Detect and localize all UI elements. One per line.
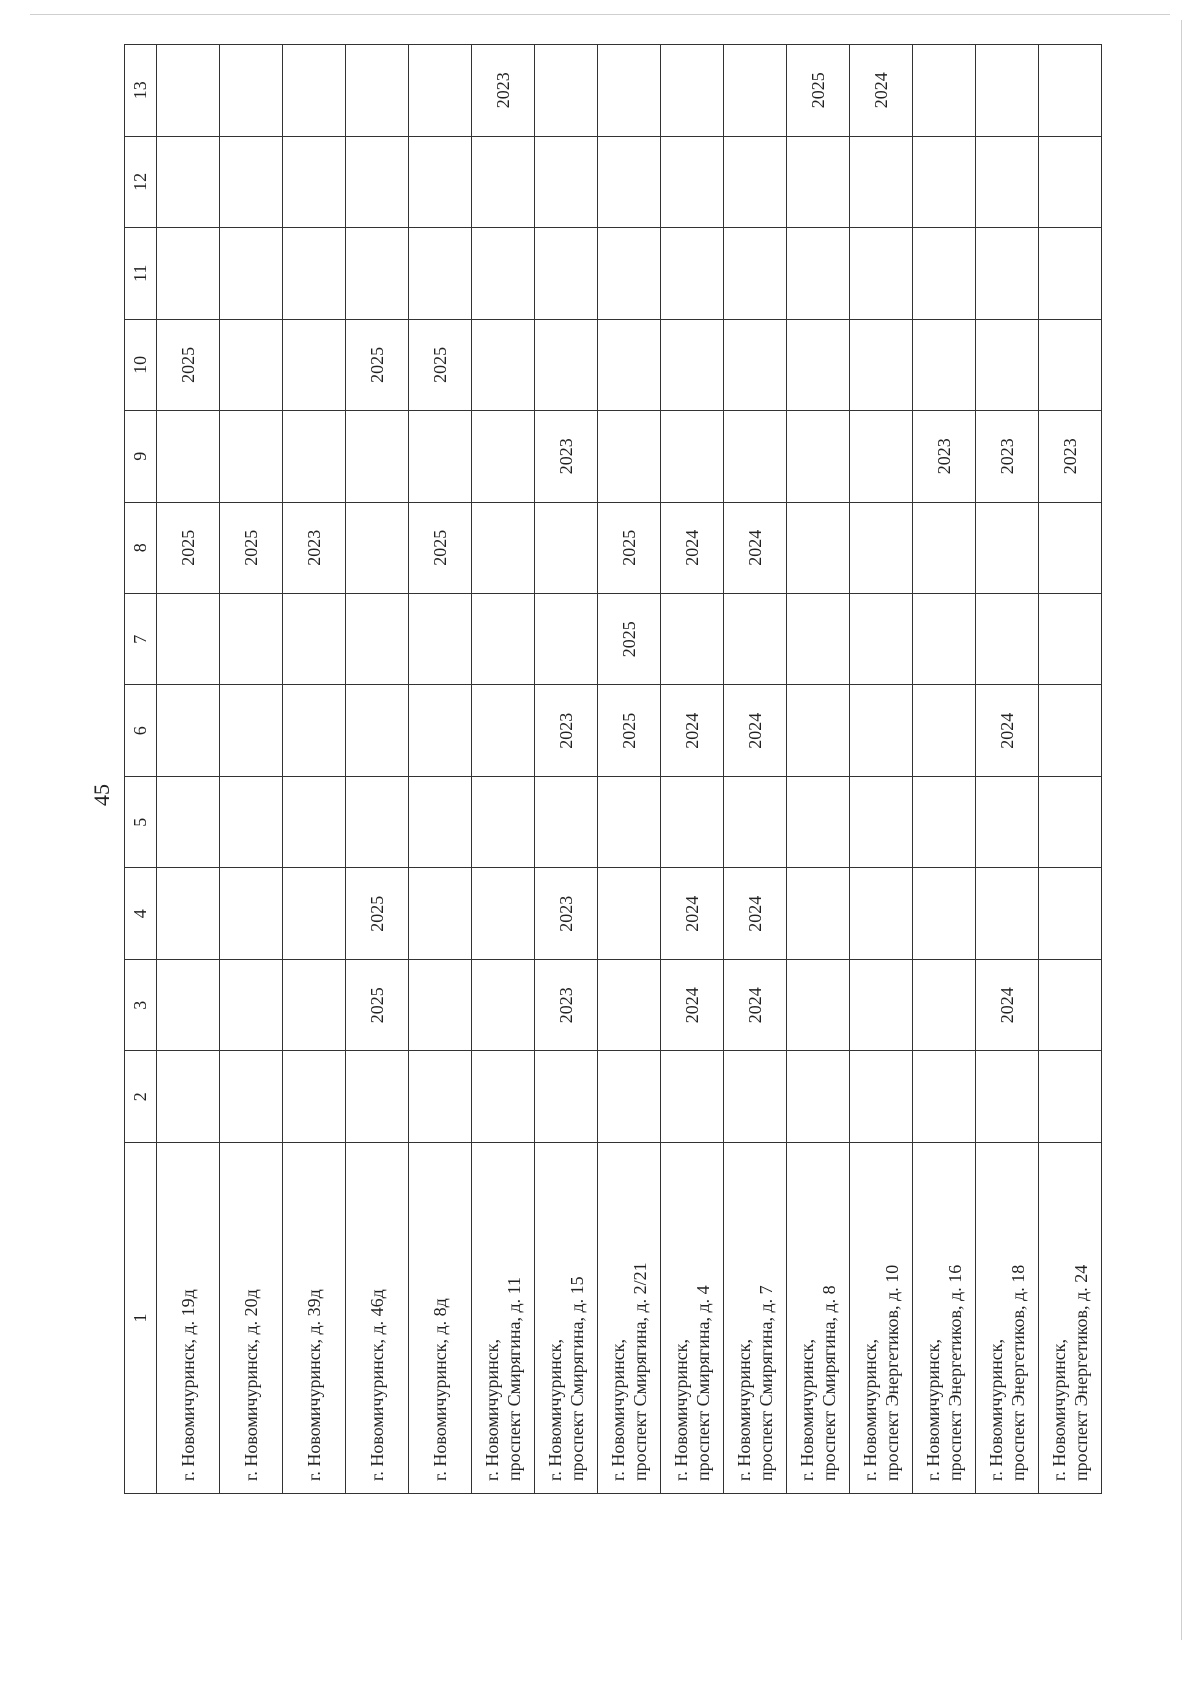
address-line-2: проспект Энергетиков, д. 24 xyxy=(1071,1264,1091,1481)
year-cell xyxy=(346,776,409,867)
year-cell xyxy=(535,776,598,867)
year-cell xyxy=(724,319,787,410)
year-cell xyxy=(346,45,409,137)
year-cell: 2023 xyxy=(535,868,598,959)
year-cell xyxy=(346,136,409,227)
address-line-2: проспект Смирягина, д. 4 xyxy=(693,1285,713,1481)
year-cell: 2025 xyxy=(409,319,472,410)
year-cell xyxy=(1039,502,1102,593)
year-cell xyxy=(283,959,346,1050)
year-cell xyxy=(472,685,535,776)
year-cell xyxy=(535,228,598,319)
page-number: 45 xyxy=(89,784,114,806)
year-cell xyxy=(472,776,535,867)
year-cell xyxy=(913,502,976,593)
year-cell xyxy=(976,868,1039,959)
year-cell: 2025 xyxy=(346,959,409,1050)
year-cell xyxy=(157,228,220,319)
table-row xyxy=(661,45,724,1494)
year-cell xyxy=(724,776,787,867)
year-cell xyxy=(283,45,346,137)
year-cell xyxy=(220,136,283,227)
year-cell xyxy=(913,868,976,959)
year-cell xyxy=(346,411,409,502)
year-cell xyxy=(787,868,850,959)
year-cell: 2024 xyxy=(724,959,787,1050)
address-cell xyxy=(535,1142,598,1493)
year-cell xyxy=(976,319,1039,410)
year-cell xyxy=(976,502,1039,593)
year-cell xyxy=(220,776,283,867)
year-cell xyxy=(661,411,724,502)
year-cell xyxy=(913,776,976,867)
year-cell xyxy=(283,868,346,959)
address-line-1: г. Новомичуринск, xyxy=(734,1339,754,1481)
year-cell: 2023 xyxy=(913,411,976,502)
year-cell xyxy=(535,594,598,685)
year-cell xyxy=(661,136,724,227)
year-cell xyxy=(472,959,535,1050)
year-cell xyxy=(787,228,850,319)
address-line-2: проспект Энергетиков, д. 16 xyxy=(945,1264,965,1481)
year-cell xyxy=(724,1051,787,1142)
year-cell: 2025 xyxy=(157,502,220,593)
year-cell: 2023 xyxy=(535,685,598,776)
address-line-1: г. Новомичуринск, xyxy=(608,1339,628,1481)
scan-edge-top xyxy=(30,14,1170,15)
year-cell: 2025 xyxy=(598,594,661,685)
header-cell: 12 xyxy=(125,136,157,227)
year-cell: 2025 xyxy=(220,502,283,593)
year-cell xyxy=(283,319,346,410)
address-line-1: г. Новомичуринск, xyxy=(860,1339,880,1481)
table-row xyxy=(472,45,535,1494)
address-line-1: г. Новомичуринск, д. 19д xyxy=(178,1289,198,1481)
address-line-2: проспект Смирягина, д. 8 xyxy=(819,1285,839,1481)
header-cell: 6 xyxy=(125,685,157,776)
year-cell xyxy=(598,319,661,410)
year-cell xyxy=(850,868,913,959)
address-line-2: проспект Энергетиков, д. 10 xyxy=(882,1264,902,1481)
year-cell xyxy=(787,136,850,227)
address-line-1: г. Новомичуринск, xyxy=(797,1339,817,1481)
year-cell: 2023 xyxy=(976,411,1039,502)
year-cell xyxy=(850,959,913,1050)
year-cell xyxy=(598,228,661,319)
year-cell xyxy=(157,776,220,867)
year-cell xyxy=(1039,45,1102,137)
year-cell xyxy=(787,776,850,867)
year-cell: 2025 xyxy=(157,319,220,410)
year-cell xyxy=(850,228,913,319)
year-cell xyxy=(1039,594,1102,685)
year-cell xyxy=(598,411,661,502)
year-cell xyxy=(850,136,913,227)
year-cell xyxy=(724,228,787,319)
year-cell xyxy=(472,1051,535,1142)
year-cell xyxy=(472,228,535,319)
year-cell xyxy=(472,136,535,227)
table-row xyxy=(787,45,850,1494)
address-line-1: г. Новомичуринск, д. 8д xyxy=(430,1298,450,1481)
address-cell xyxy=(220,1142,283,1493)
year-cell xyxy=(850,411,913,502)
year-cell: 2024 xyxy=(724,502,787,593)
year-cell xyxy=(220,1051,283,1142)
year-cell: 2023 xyxy=(472,45,535,137)
year-cell xyxy=(535,136,598,227)
year-cell xyxy=(409,136,472,227)
header-cell: 1 xyxy=(125,1142,157,1493)
year-cell xyxy=(1039,136,1102,227)
address-cell xyxy=(913,1142,976,1493)
year-cell: 2023 xyxy=(1039,411,1102,502)
year-cell xyxy=(157,45,220,137)
year-cell xyxy=(409,1051,472,1142)
year-cell xyxy=(346,228,409,319)
table-row xyxy=(724,45,787,1494)
year-cell: 2024 xyxy=(661,959,724,1050)
year-cell xyxy=(787,685,850,776)
address-line-1: г. Новомичуринск, xyxy=(923,1339,943,1481)
address-line-2: проспект Смирягина, д. 2/21 xyxy=(630,1262,650,1481)
header-cell: 9 xyxy=(125,411,157,502)
header-row xyxy=(125,45,157,1494)
year-cell xyxy=(724,594,787,685)
year-cell xyxy=(1039,868,1102,959)
year-cell: 2024 xyxy=(976,959,1039,1050)
year-cell xyxy=(787,319,850,410)
year-cell: 2025 xyxy=(787,45,850,137)
year-cell xyxy=(220,45,283,137)
year-cell xyxy=(472,868,535,959)
header-cell: 11 xyxy=(125,228,157,319)
table-body xyxy=(157,45,1102,1494)
year-cell xyxy=(472,319,535,410)
year-cell xyxy=(220,411,283,502)
year-cell xyxy=(913,228,976,319)
year-cell: 2023 xyxy=(535,959,598,1050)
year-cell xyxy=(283,1051,346,1142)
year-cell xyxy=(535,319,598,410)
year-cell xyxy=(220,228,283,319)
year-cell xyxy=(220,319,283,410)
address-line-1: г. Новомичуринск, xyxy=(482,1339,502,1481)
year-cell xyxy=(220,868,283,959)
table-row xyxy=(913,45,976,1494)
year-cell xyxy=(283,228,346,319)
year-cell: 2024 xyxy=(661,502,724,593)
year-cell: 2024 xyxy=(850,45,913,137)
year-cell xyxy=(661,45,724,137)
year-cell xyxy=(661,776,724,867)
table-row xyxy=(535,45,598,1494)
year-cell xyxy=(661,594,724,685)
header-cell: 10 xyxy=(125,319,157,410)
year-cell xyxy=(1039,776,1102,867)
year-cell xyxy=(598,776,661,867)
year-cell: 2024 xyxy=(976,685,1039,776)
address-cell xyxy=(661,1142,724,1493)
year-cell: 2025 xyxy=(409,502,472,593)
year-cell: 2025 xyxy=(598,685,661,776)
table-row xyxy=(1039,45,1102,1494)
year-cell xyxy=(409,776,472,867)
year-cell xyxy=(976,594,1039,685)
year-cell xyxy=(157,136,220,227)
year-cell xyxy=(409,411,472,502)
year-cell: 2024 xyxy=(661,868,724,959)
address-line-1: г. Новомичуринск, xyxy=(671,1339,691,1481)
year-cell xyxy=(220,685,283,776)
address-cell xyxy=(787,1142,850,1493)
year-cell xyxy=(598,136,661,227)
year-cell: 2025 xyxy=(346,868,409,959)
year-cell: 2024 xyxy=(661,685,724,776)
year-cell xyxy=(346,685,409,776)
year-cell xyxy=(283,776,346,867)
address-cell xyxy=(472,1142,535,1493)
header-cell: 3 xyxy=(125,959,157,1050)
year-cell xyxy=(346,1051,409,1142)
address-line-1: г. Новомичуринск, д. 20д xyxy=(241,1289,261,1481)
address-cell xyxy=(283,1142,346,1493)
header-cell: 5 xyxy=(125,776,157,867)
address-cell xyxy=(346,1142,409,1493)
address-line-2: проспект Смирягина, д. 11 xyxy=(504,1276,524,1481)
table-row xyxy=(850,45,913,1494)
year-cell xyxy=(157,411,220,502)
year-cell xyxy=(409,228,472,319)
address-line-1: г. Новомичуринск, xyxy=(986,1339,1006,1481)
year-cell xyxy=(850,685,913,776)
year-cell xyxy=(913,685,976,776)
table-row xyxy=(157,45,220,1494)
year-cell: 2025 xyxy=(346,319,409,410)
header-cell: 4 xyxy=(125,868,157,959)
year-cell xyxy=(724,411,787,502)
year-cell xyxy=(157,868,220,959)
year-cell xyxy=(661,319,724,410)
year-cell xyxy=(850,1051,913,1142)
year-cell xyxy=(787,1051,850,1142)
year-cell xyxy=(220,959,283,1050)
year-cell xyxy=(157,685,220,776)
year-cell xyxy=(913,319,976,410)
address-line-2: проспект Энергетиков, д. 18 xyxy=(1008,1264,1028,1481)
year-cell xyxy=(535,1051,598,1142)
address-cell xyxy=(598,1142,661,1493)
year-cell xyxy=(724,45,787,137)
header-cell: 13 xyxy=(125,45,157,137)
year-cell xyxy=(976,136,1039,227)
year-cell xyxy=(409,959,472,1050)
year-cell xyxy=(661,228,724,319)
year-cell xyxy=(283,136,346,227)
year-cell xyxy=(472,502,535,593)
year-cell xyxy=(913,136,976,227)
year-cell xyxy=(913,959,976,1050)
table-row xyxy=(283,45,346,1494)
header-cell: 8 xyxy=(125,502,157,593)
address-cell xyxy=(409,1142,472,1493)
year-cell xyxy=(913,594,976,685)
table-row xyxy=(976,45,1039,1494)
year-cell xyxy=(850,776,913,867)
address-cell xyxy=(1039,1142,1102,1493)
year-cell xyxy=(1039,319,1102,410)
year-cell xyxy=(598,45,661,137)
address-cell xyxy=(976,1142,1039,1493)
table-row xyxy=(598,45,661,1494)
header-cell: 7 xyxy=(125,594,157,685)
year-cell xyxy=(157,594,220,685)
scan-edge-right xyxy=(1181,20,1182,1640)
year-cell xyxy=(409,685,472,776)
year-cell: 2024 xyxy=(724,685,787,776)
year-cell xyxy=(850,594,913,685)
year-cell xyxy=(283,685,346,776)
year-cell xyxy=(976,45,1039,137)
year-cell xyxy=(283,411,346,502)
year-cell xyxy=(283,594,346,685)
year-cell xyxy=(976,228,1039,319)
year-cell xyxy=(409,868,472,959)
table-row xyxy=(346,45,409,1494)
year-cell xyxy=(157,959,220,1050)
year-cell xyxy=(346,594,409,685)
address-line-1: г. Новомичуринск, xyxy=(545,1339,565,1481)
address-line-1: г. Новомичуринск, д. 46д xyxy=(367,1289,387,1481)
year-cell xyxy=(1039,685,1102,776)
year-cell xyxy=(661,1051,724,1142)
table-row xyxy=(409,45,472,1494)
address-cell xyxy=(157,1142,220,1493)
year-cell xyxy=(913,1051,976,1142)
year-cell xyxy=(787,594,850,685)
table-row xyxy=(220,45,283,1494)
year-cell xyxy=(346,502,409,593)
year-cell xyxy=(220,594,283,685)
year-cell xyxy=(472,411,535,502)
year-cell: 2024 xyxy=(724,868,787,959)
year-cell: 2025 xyxy=(598,502,661,593)
year-cell xyxy=(976,776,1039,867)
year-cell xyxy=(850,502,913,593)
header-cell: 2 xyxy=(125,1051,157,1142)
address-line-1: г. Новомичуринск, д. 39д xyxy=(304,1289,324,1481)
year-cell xyxy=(598,1051,661,1142)
year-cell xyxy=(157,1051,220,1142)
year-cell xyxy=(409,594,472,685)
year-cell xyxy=(535,502,598,593)
year-cell xyxy=(409,45,472,137)
year-cell xyxy=(724,136,787,227)
year-cell: 2023 xyxy=(535,411,598,502)
year-cell xyxy=(787,502,850,593)
year-cell xyxy=(535,45,598,137)
year-cell xyxy=(598,959,661,1050)
year-cell: 2023 xyxy=(283,502,346,593)
year-cell xyxy=(598,868,661,959)
year-cell xyxy=(1039,228,1102,319)
year-cell xyxy=(472,594,535,685)
schedule-table xyxy=(124,44,1102,1494)
year-cell xyxy=(1039,1051,1102,1142)
year-cell xyxy=(787,411,850,502)
year-cell xyxy=(913,45,976,137)
year-cell xyxy=(1039,959,1102,1050)
address-cell xyxy=(850,1142,913,1493)
address-cell xyxy=(724,1142,787,1493)
table-wrapper xyxy=(124,44,1094,1494)
year-cell xyxy=(787,959,850,1050)
address-line-2: проспект Смирягина, д. 7 xyxy=(756,1285,776,1481)
address-line-2: проспект Смирягина, д. 15 xyxy=(567,1276,587,1481)
year-cell xyxy=(976,1051,1039,1142)
address-line-1: г. Новомичуринск, xyxy=(1049,1339,1069,1481)
year-cell xyxy=(850,319,913,410)
